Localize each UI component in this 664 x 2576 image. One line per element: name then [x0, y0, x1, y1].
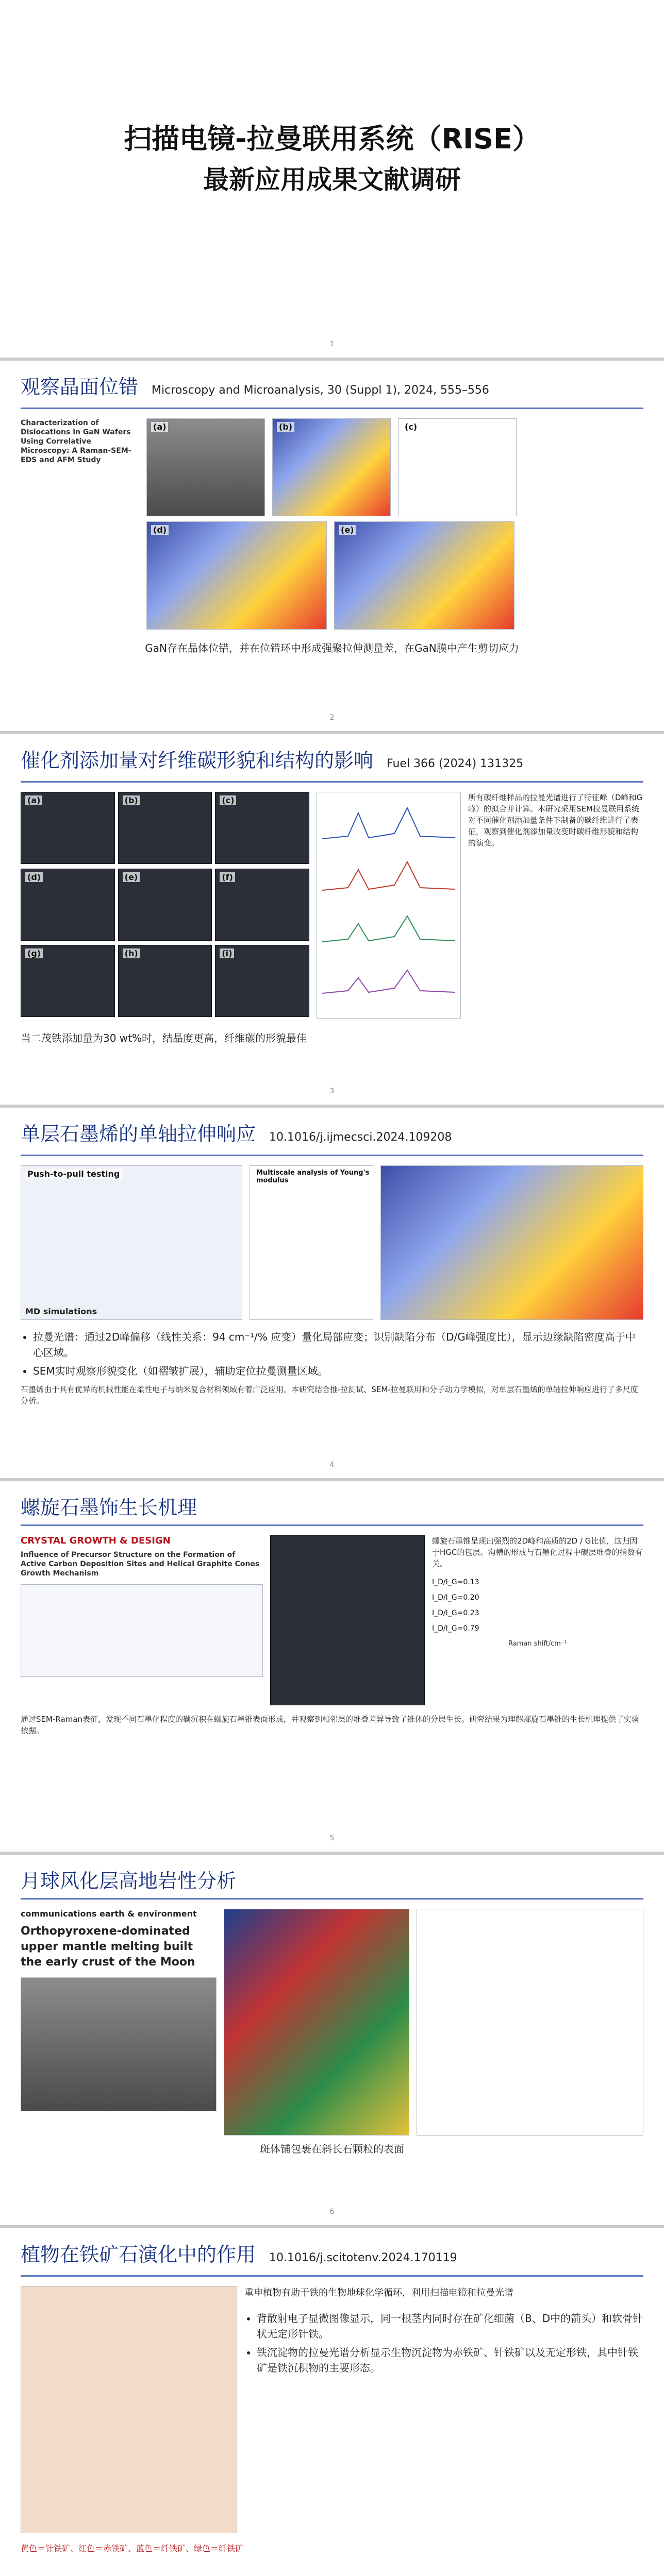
slide-title: 螺旋石墨饰生长机理: [21, 1496, 197, 1519]
lunar-spectra-plot: [417, 1909, 643, 2136]
sem-image-i: (i): [215, 945, 309, 1017]
journal-name: communications earth & environment: [21, 1909, 197, 1919]
paper-title: Orthopyroxene-dominated upper mantle melting built the early crust of the Moon: [21, 1925, 195, 1969]
title-divider: [21, 781, 643, 783]
ratio-label: I_D/I_G=0.79: [432, 1624, 479, 1633]
finding-item: • 背散射电子显微图像显示，同一根茎内同时存在矿化细菌（B、D中的箭头）和软骨针状无定形针铁。: [257, 2311, 643, 2342]
paper-title: Characterization of Dislocations in GaN Wafers Using Correlative Microscopy: A Raman-SEM-EDS and AFM Study: [21, 419, 131, 464]
graphical-abstract: [21, 1584, 263, 1677]
title-divider: [21, 1898, 643, 1900]
sem-image-g: (g): [21, 945, 115, 1017]
cover-subtitle: 最新应用成果文献调研: [203, 165, 461, 195]
sem-image-b: (b): [118, 792, 212, 864]
finding-item: • 铁沉淀物的拉曼光谱分析显示生物沉淀物为赤铁矿、针铁矿以及无定形铁，其中针铁矿是铁沉积物的主要形态。: [257, 2345, 643, 2376]
title-divider: [21, 1155, 643, 1156]
slide-ref: Microscopy and Microanalysis, 30 (Suppl 1), 2024, 555–556: [152, 384, 489, 397]
sem-image-a: (a): [21, 792, 115, 864]
page-number: 5: [329, 1834, 335, 1842]
page-number: 6: [329, 2208, 335, 2216]
md-simulation-label: MD simulations: [25, 1307, 97, 1316]
figure-panel-a: (a): [146, 418, 265, 516]
ratio-label: I_D/I_G=0.23: [432, 1609, 479, 1617]
slide-caption: 当二茂铁添加量为30 wt%时，结晶度更高，纤维碳的形貌最佳: [21, 1032, 307, 1044]
push-to-pull-figure: Push-to-pull testing MD simulations: [21, 1165, 242, 1320]
sem-image-c: (c): [215, 792, 309, 864]
finding-list: [21, 1329, 643, 1379]
journal-name: CRYSTAL GROWTH & DESIGN: [21, 1535, 171, 1546]
slide-iron-ore: [0, 2228, 664, 2576]
figure-panel-d: (d): [146, 521, 327, 630]
sem-image-e: (e): [118, 869, 212, 941]
slide-title: 月球风化层高地岩性分析: [21, 1870, 237, 1892]
raman-spectra-lines: [317, 792, 460, 1018]
finding-list: [244, 2311, 643, 2376]
slide-ref: 10.1016/j.scitotenv.2024.170119: [269, 2251, 457, 2264]
axis-label: Raman shift/cm⁻¹: [508, 1640, 568, 1648]
sem-image-f: (f): [215, 869, 309, 941]
page-number: 2: [329, 714, 335, 722]
slide-title: 催化剂添加量对纤维碳形貌和结构的影响: [21, 749, 374, 772]
cover-title: 扫描电镜-拉曼联用系统（RISE）: [124, 123, 540, 155]
ratio-label: I_D/I_G=0.20: [432, 1594, 479, 1602]
slide-helical-graphite: [0, 1481, 664, 1855]
paper-title: Influence of Precursor Structure on the Formation of Active Carbon Deposition Sites and Helical Graphite Cones Growth Mechanism: [21, 1551, 260, 1578]
figure-panel-b: (b): [272, 418, 391, 516]
slide-dislocations: [0, 361, 664, 734]
slide-title: 单层石墨烯的单轴拉伸响应: [21, 1123, 256, 1145]
slide-intro: 重申植物有助于铁的生物地球化学循环，利用扫描电镜和拉曼光谱: [244, 2287, 513, 2298]
slide-body: 石墨烯由于具有优异的机械性能在柔性电子与纳米复合材料领域有着广泛应用。本研究结合推-拉测试、SEM-拉曼联用和分子动力学模拟，对单层石墨烯的单轴拉伸响应进行了多尺度分析。: [21, 1385, 638, 1405]
slide-side-text: 螺旋石墨锥呈现出强烈的2D峰和高质的2D / G比值，这归因于HGC的包层。沟槽的形成与石墨化过程中碳层堆叠的指数有关。: [432, 1536, 643, 1568]
title-divider: [21, 1524, 643, 1526]
ratio-label: I_D/I_G=0.13: [432, 1578, 479, 1586]
slide-title: 观察晶面位错: [21, 376, 139, 398]
raman-strain-map: [380, 1165, 643, 1320]
finding-item: • 拉曼光谱：通过2D峰偏移（线性关系：94 cm⁻¹/% 应变）量化局部应变；识别缺陷分布（D/G峰强度比），显示边缘缺陷密度高于中心区域。: [33, 1329, 643, 1360]
slide-side-text: 所有碳纤维样品的拉曼光谱进行了特征峰（D峰和G峰）的拟合并计算。本研究采用SEM拉曼联用系统对不同催化剂添加量条件下制备的碳纤维进行了表征，观察到催化剂添加量改变时碳纤维形貌和结构的演变。: [468, 793, 643, 848]
sem-cone-images: [270, 1535, 425, 1705]
page-number: 3: [329, 1087, 335, 1095]
title-divider: [21, 408, 643, 409]
page-number: 1: [329, 340, 335, 348]
cover-slide: [0, 0, 664, 361]
slide-caption: GaN存在晶体位错，并在位错环中形成强聚拉伸测量差，在GaN膜中产生剪切应力: [145, 642, 519, 654]
slide-graphene: [0, 1108, 664, 1481]
slide-body: 通过SEM-Raman表征，发现不同石墨化程度的碳沉积在螺旋石墨锥表面形成，并观察到相邻层的堆叠差异导致了锥体的分层生长。研究结果为理解螺旋石墨锥的生长机理提供了实验依据。: [21, 1715, 639, 1735]
slide-catalyst: [0, 734, 664, 1108]
page-number: 4: [329, 1461, 335, 1469]
lunar-raman-map: [224, 1909, 409, 2136]
figure-panel-e: (e): [334, 521, 514, 630]
slide-ref: 10.1016/j.ijmecsci.2024.109208: [269, 1131, 452, 1144]
sem-image-h: (h): [118, 945, 212, 1017]
sem-image-d: (d): [21, 869, 115, 941]
plant-iron-images: [21, 2286, 237, 2533]
title-divider: [21, 2275, 643, 2277]
slide-title: 植物在铁矿石演化中的作用: [21, 2243, 256, 2266]
slide-ref: Fuel 366 (2024) 131325: [387, 757, 524, 770]
color-legend-caption: 黄色＝针铁矿、红色＝赤铁矿、蓝色＝纤铁矿、绿色＝纤铁矿: [21, 2544, 244, 2553]
finding-item: • SEM实时观察形貌变化（如褶皱扩展），辅助定位拉曼测量区域。: [33, 1363, 643, 1379]
figure-panel-c: (c): [398, 418, 517, 516]
slide-lunar: [0, 1855, 664, 2228]
slide-caption: 斑体铺包裹在斜长石颗粒的表面: [260, 2143, 404, 2155]
youngs-modulus-plot: Multiscale analysis of Young's modulus: [250, 1165, 373, 1320]
lunar-rock-image: [21, 1977, 217, 2111]
raman-spectra-plot: [317, 792, 461, 1019]
